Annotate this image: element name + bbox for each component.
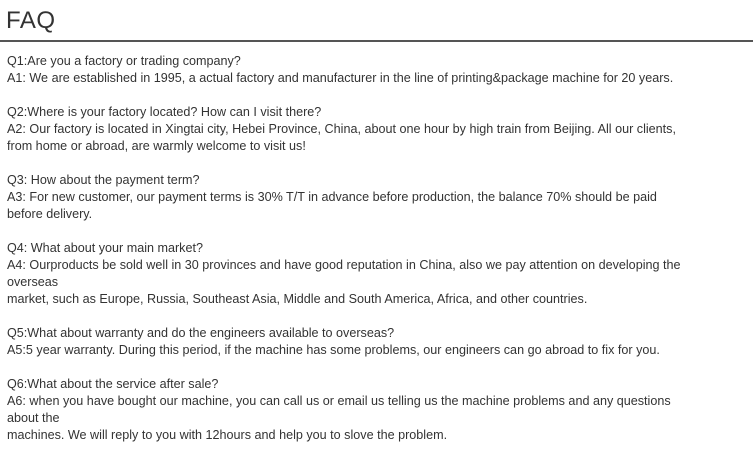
faq-list [7,53,743,461]
faq-item-6 [7,376,743,444]
faq-item-5 [7,325,743,359]
faq-question: Q1:Are you a factory or trading company? [7,54,241,68]
faq-question: Q5:What about warranty and do the engineers available to overseas? [7,326,395,340]
faq-item-3 [7,172,743,223]
faq-header [0,0,753,42]
faq-answer: A4: Ourproducts be sold well in 30 provinces and have good reputation in China, also we pay attention on developing the overseas market, such as Europe, Russia, Southeast Asia, Middle and South America, Africa, and other countries. [7,258,681,306]
faq-answer: A6: when you have bought our machine, you can call us or email us telling us the machine problems and any questions about the machines. We will reply to you with 12hours and help you to slove the problem. [7,394,671,442]
faq-answer: A5:5 year warranty. During this period, if the machine has some problems, our engineers can go abroad to fix for you. [7,343,660,357]
faq-question: Q2:Where is your factory located? How can I visit there? [7,105,322,119]
faq-answer: A3: For new customer, our payment terms is 30% T/T in advance before production, the balance 70% should be paid before delivery. [7,190,657,221]
faq-question: Q6:What about the service after sale? [7,377,219,391]
faq-item-4 [7,240,743,308]
faq-answer: A1: We are established in 1995, a actual factory and manufacturer in the line of printing&package machine for 20 years. [7,71,674,85]
faq-answer: A2: Our factory is located in Xingtai city, Hebei Province, China, about one hour by high train from Beijing. All our clients, from home or abroad, are warmly welcome to visit us! [7,122,676,153]
faq-item-1 [7,53,743,87]
faq-question: Q3: How about the payment term? [7,173,200,187]
page-title: FAQ [6,7,56,34]
faq-question: Q4: What about your main market? [7,241,203,255]
faq-item-2 [7,104,743,155]
